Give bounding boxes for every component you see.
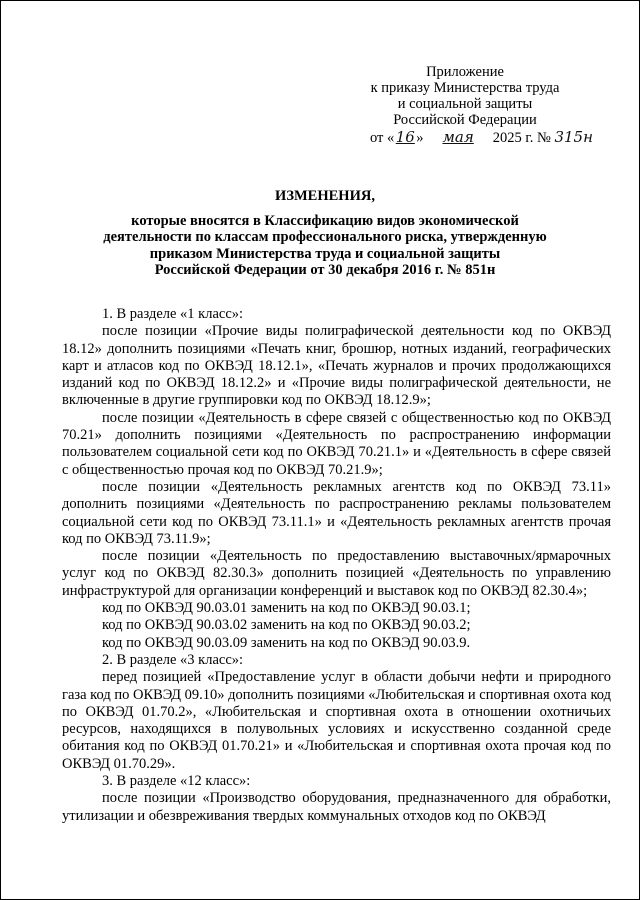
header-line: Российской Федерации [393, 112, 537, 128]
title-heading: ИЗМЕНЕНИЯ, [275, 188, 375, 204]
title-line: Российской Федерации от 30 декабря 2016 г. № 851н [154, 262, 496, 278]
header-line: к приказу Министерства труда [370, 80, 560, 96]
header-line: и социальной защиты [397, 96, 533, 112]
date-prefix: от « [370, 130, 395, 146]
paragraph: после позиции «Деятельность рекламных агентств код по ОКВЭД 73.11» дополнить позициями «Деятельность по распространению рекламы пользователем социальной сети код по ОКВЭД 73.11.1» и «Деятельность рекламных агентств прочая код по ОКВЭД 73.11.9»; [62, 478, 611, 547]
paragraph: код по ОКВЭД 90.03.02 заменить на код по ОКВЭД 90.03.2; [102, 617, 471, 634]
title-line: приказом Министерства труда и социальной защиты [149, 245, 501, 262]
paragraph: код по ОКВЭД 90.03.09 заменить на код по ОКВЭД 90.03.9. [102, 634, 471, 651]
paragraph: перед позицией «Предоставление услуг в области добычи нефти и природного газа код по ОКВЭД 09.10» дополнить позициями «Любительская и спортивная охота код по ОКВЭД 01.70.2», «Любительская и спортивная охота в отношении охотничьих ресурсов, находящихся в полувольных условиях и искусственно созданной среде обитания код по ОКВЭД 01.70.21» и «Любительская и спортивная охота прочая код по ОКВЭД 01.70.29». [62, 669, 611, 772]
handwritten-order-number: 315н [554, 128, 593, 146]
header-line: Приложение [426, 64, 504, 80]
paragraph: после позиции «Производство оборудования, предназначенного для обработки, утилизации и обезвреживания твердых коммунальных отходов код по ОКВЭД [62, 790, 611, 824]
document-title [60, 188, 590, 279]
title-line: деятельности по классам профессионального риска, утвержденную [103, 229, 547, 245]
paragraph: после позиции «Деятельность по предоставлению выставочных/ярмарочных услуг код по ОКВЭД 82.30.3» дополнить позицией «Деятельность по управлению инфраструктурой для организации конференций и выставок код по ОКВЭД 82.30.4»; [62, 548, 611, 599]
paragraph: 2. В разделе «3 класс»: [102, 651, 244, 668]
paragraph: 3. В разделе «12 класс»: [102, 773, 251, 790]
date-mid: » [416, 130, 424, 146]
paragraph: после позиции «Деятельность в сфере связей с общественностью код по ОКВЭД 70.21» дополнить позициями «Деятельность по распространению информации пользователем социальной сети код по ОКВЭД 70.21.1» и «Деятельность в сфере связей с общественностью прочая код по ОКВЭД 70.21.9»; [62, 409, 611, 478]
handwritten-month: мая [442, 128, 474, 146]
date-year: 2025 г. № [492, 130, 551, 146]
handwritten-day: 16 [395, 128, 415, 146]
paragraph: после позиции «Прочие виды полиграфической деятельности код по ОКВЭД 18.12» дополнить позициями «Печать книг, брошюр, нотных изданий, географических карт и атласов код по ОКВЭД 18.12.1», «Печать журналов и прочих продолжающихся изданий код по ОКВЭД 18.12.2» и «Прочие виды полиграфической деятельности, не включенные в другие группировки код по ОКВЭД 18.12.9»; [62, 323, 611, 409]
paragraph: 1. В разделе «1 класс»: [102, 306, 244, 322]
order-date-line [370, 128, 594, 147]
appendix-header [330, 64, 600, 128]
paragraph: код по ОКВЭД 90.03.01 заменить на код по ОКВЭД 90.03.1; [102, 600, 471, 617]
document-body [62, 306, 611, 825]
title-line: которые вносятся в Классификацию видов экономической [131, 212, 519, 229]
